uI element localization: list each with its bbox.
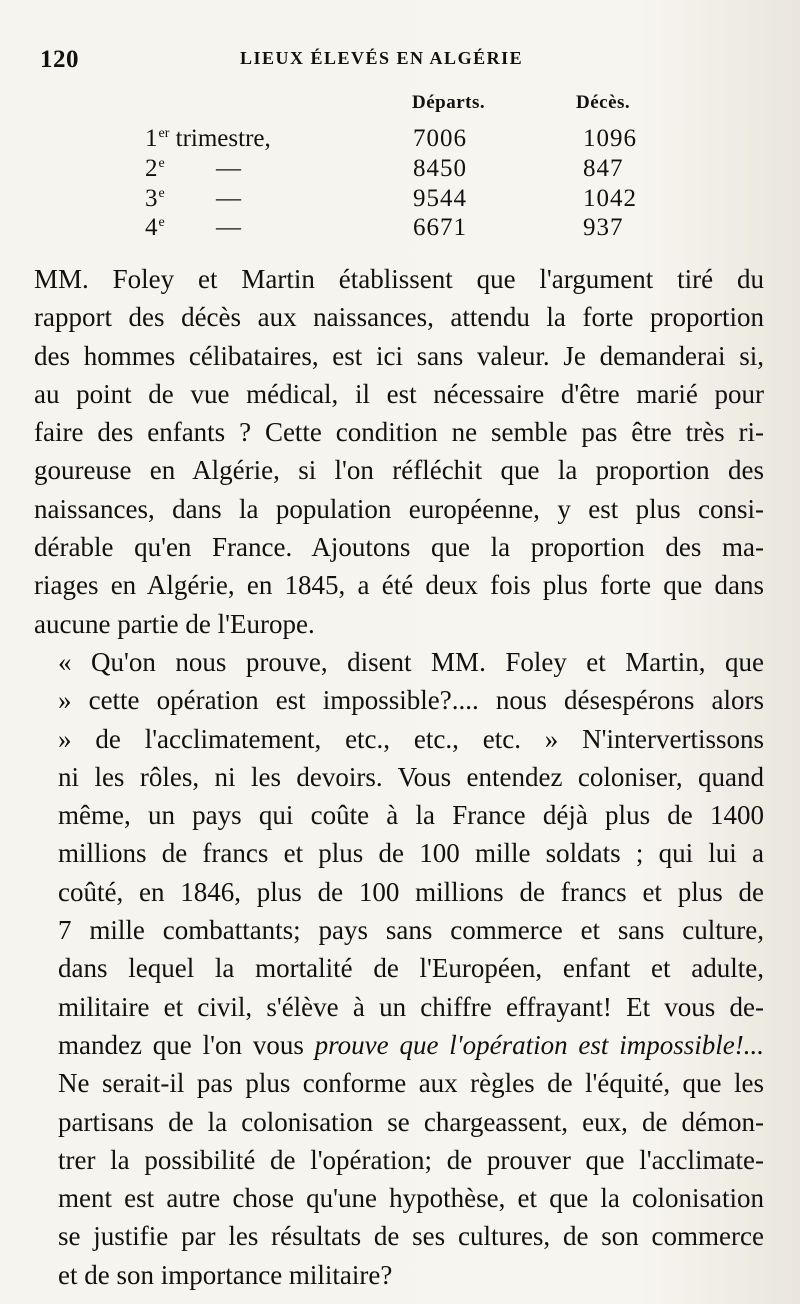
ditto-mark: —: [216, 214, 241, 241]
deces-value: 937: [583, 214, 624, 241]
text-line: rapport des décès aux naissances, attendu la forte proportion: [34, 302, 764, 333]
text-line: goureuse en Algérie, si l'on réfléchit que la proportion des: [34, 455, 764, 486]
text-line: riages en Algérie, en 1845, a été deux fois plus forte que dans: [34, 570, 764, 601]
text-line: 7 mille combattants; pays sans commerce et sans culture,: [58, 915, 764, 946]
body-text: [34, 260, 764, 1294]
running-head: LIEUX ÉLEVÉS EN ALGÉRIE: [240, 48, 524, 68]
text-line: « Qu'on nous prouve, disent MM. Foley et Martin, que: [58, 646, 764, 677]
page-number: 120: [40, 46, 79, 73]
departs-value: 6671: [413, 214, 467, 241]
paragraph-quotation: [34, 643, 764, 1294]
text-line: MM. Foley et Martin établissent que l'argument tiré du: [34, 264, 764, 294]
row-label: 2e: [145, 155, 165, 182]
text-line: partisans de la colonisation se chargeassent, eux, de démon-: [58, 1106, 764, 1137]
text-line: faire des enfants ? Cette condition ne semble pas être très ri-: [34, 417, 764, 448]
deces-value: 847: [583, 155, 624, 182]
text-line: trer la possibilité de l'opération; de prouver que l'acclimate-: [58, 1144, 764, 1175]
text-run: mandez que l'on vous: [58, 1029, 315, 1060]
text-line: des hommes célibataires, est ici sans valeur. Je demanderai si,: [34, 340, 764, 371]
text-line: Ne serait-il pas plus conforme aux règles de l'équité, que les: [58, 1068, 764, 1099]
statistics-table: [0, 0, 800, 250]
table-row: [0, 155, 800, 183]
departs-value: 7006: [413, 125, 467, 152]
row-label: 3e: [145, 185, 165, 212]
text-line: aucune partie de l'Europe.: [34, 608, 315, 639]
row-label: 1er trimestre,: [145, 125, 271, 152]
table-row: [0, 214, 800, 242]
text-line: militaire et civil, s'élève à un chiffre effrayant! Et vous de-: [58, 991, 764, 1022]
table-row: [0, 185, 800, 213]
column-header-deces: Décès.: [576, 92, 631, 113]
deces-value: 1096: [583, 125, 637, 152]
departs-value: 9544: [413, 185, 467, 212]
row-label: 4e: [145, 214, 165, 241]
text-line: au point de vue médical, il est nécessaire d'être marié pour: [34, 378, 764, 409]
ditto-mark: —: [216, 185, 241, 212]
text-line: se justifie par les résultats de ses cultures, de son commerce: [58, 1221, 764, 1252]
paragraph-foley-martin: [34, 260, 764, 643]
text-line: » de l'acclimatement, etc., etc., etc. » N'intervertissons: [58, 723, 764, 754]
table-row: [0, 125, 800, 153]
text-line: millions de francs et plus de 100 mille soldats ; qui lui a: [58, 838, 764, 869]
text-line: naissances, dans la population européenne, y est plus consi-: [34, 493, 764, 524]
text-line: dans lequel la mortalité de l'Européen, enfant et adulte,: [58, 953, 764, 984]
text-line: » cette opération est impossible?.... nous désespérons alors: [58, 685, 764, 716]
text-line: ment est autre chose qu'une hypothèse, et que la colonisation: [58, 1183, 764, 1214]
text-line: ni les rôles, ni les devoirs. Vous entendez coloniser, quand: [58, 761, 764, 792]
text-line: et de son importance militaire?: [58, 1259, 393, 1290]
deces-value: 1042: [583, 185, 637, 212]
text-line-mixed: [34, 1026, 764, 1064]
text-line: coûté, en 1846, plus de 100 millions de francs et plus de: [58, 876, 764, 907]
italic-text-run: prouve que l'opération est impossible!...: [314, 1029, 764, 1060]
ditto-mark: —: [216, 155, 241, 182]
text-line: dérable qu'en France. Ajoutons que la proportion des ma-: [34, 532, 764, 563]
text-line: même, un pays qui coûte à la France déjà plus de 1400: [58, 800, 764, 831]
departs-value: 8450: [413, 155, 467, 182]
column-header-departs: Départs.: [412, 92, 486, 113]
